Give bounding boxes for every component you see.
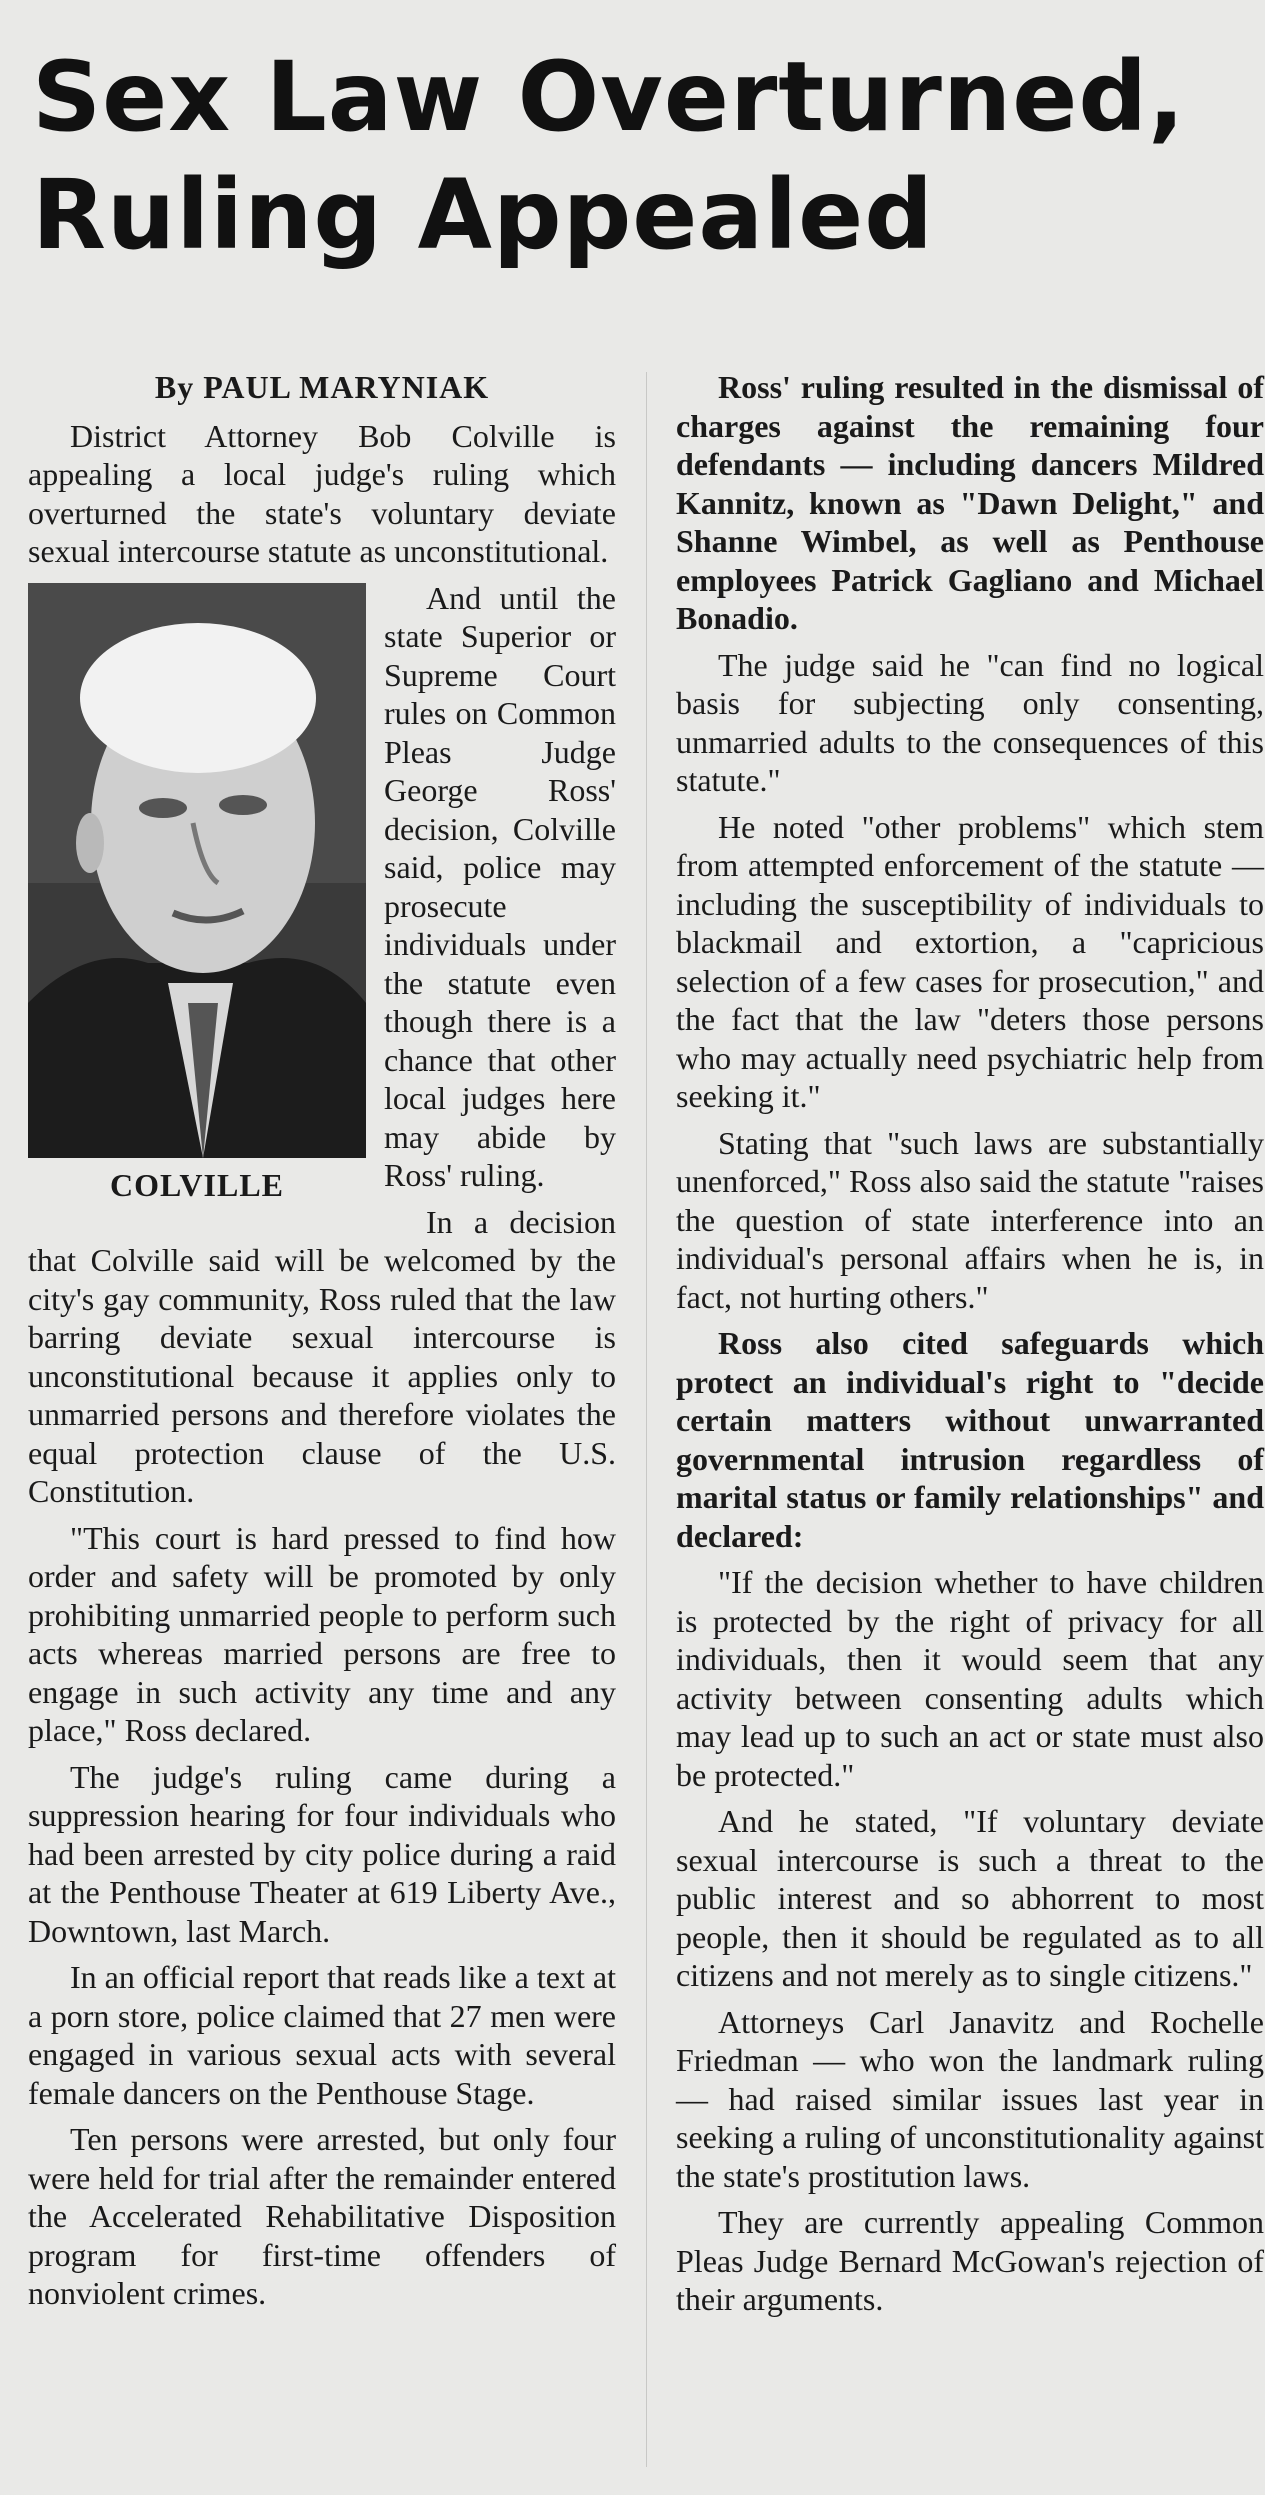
- portrait-illustration: [28, 583, 366, 1158]
- paragraph: Stating that "such laws are substantially unenforced," Ross also said the statute "raises the question of state interference into an individual's personal affairs when he is, in fact, not hurting others.": [676, 1124, 1264, 1315]
- paragraph: He noted "other problems" which stem from attempted enforcement of the statute — including the susceptibility of individuals to blackmail and extortion, a "capricious selection of a few cases for prosecution," and the fact that the law "deters those persons who may actually need psychiatric help from seeking it.": [676, 808, 1264, 1114]
- column-divider: [646, 372, 647, 2467]
- paragraph-bold: Ross' ruling resulted in the dismissal of charges against the remaining four defendants — including dancers Mildred Kannitz, known as "Dawn Delight," and Shanne Wimbel, as well as Penthouse employees Patrick Gagliano and Michael Bonadio.: [676, 369, 1264, 636]
- photo-block: [28, 583, 366, 1205]
- paragraph: "This court is hard pressed to find how order and safety will be promoted by only prohibiting unmarried people to perform such acts whereas married persons are free to engage in such activity any time and any place," Ross declared.: [28, 1519, 616, 1748]
- paragraph: The judge's ruling came during a suppression hearing for four individuals who had been arrested by city police during a raid at the Penthouse Theater at 619 Liberty Ave., Downtown, last March.: [28, 1758, 616, 1949]
- headline: [32, 38, 1242, 274]
- headline-line-2: Ruling Appealed: [32, 159, 934, 271]
- paragraph: And he stated, "If voluntary deviate sexual intercourse is such a threat to the public interest and so abhorrent to most people, then it should be regulated as to all citizens and not merely as to single citizens.": [676, 1803, 1264, 1993]
- paragraph: In an official report that reads like a text at a porn store, police claimed that 27 men were engaged in various sexual acts with several female dancers on the Penthouse Stage.: [28, 1959, 616, 2111]
- paragraph: In a decision that Colville said will be welcomed by the city's gay community, Ross ruled that the law barring deviate sexual intercourse is unconstitutional because it applies only to unmarried persons and therefore violates the equal protection clause of the U.S. Constitution.: [28, 1203, 616, 1509]
- paragraph: And until the state Superior or Supreme Court rules on Common Pleas Judge George Ross' decision, Colville said, police may prosecute individuals under the statute even though there is a chance that other local judges here may abide by Ross' ruling.: [384, 579, 616, 1193]
- paragraph: Ten persons were arrested, but only four were held for trial after the remainder entered the Accelerated Rehabilitative Disposition program for first-time offenders of nonviolent crimes.: [28, 2121, 616, 2311]
- photo-caption: COLVILLE: [110, 1166, 284, 1203]
- headline-line-1: Sex Law Overturned,: [32, 41, 1186, 153]
- paragraph: Attorneys Carl Janavitz and Rochelle Friedman — who won the landmark ruling — had raised similar issues last year in seeking a ruling of unconstitutionality against the state's prostitution laws.: [676, 2003, 1264, 2194]
- left-column: [28, 368, 616, 2321]
- portrait-photo: [28, 583, 366, 1158]
- paragraph-bold: Ross also cited safeguards which protect an individual's right to "decide certain matters without unwarranted governmental intrusion regardless of marital status or family relationships" and declared:: [676, 1325, 1264, 1554]
- paragraph: "If the decision whether to have children is protected by the right of privacy for all individuals, then it would seem that any activity between consenting adults which may lead up to such an act or state must also be protected.": [676, 1564, 1264, 1793]
- right-column: [676, 368, 1264, 2327]
- intro-paragraph: District Attorney Bob Colville is appealing a local judge's ruling which overturned the state's voluntary deviate sexual intercourse statute as unconstitutional.: [28, 417, 616, 569]
- byline: By PAUL MARYNIAK: [154, 369, 490, 405]
- paragraph: They are currently appealing Common Pleas Judge Bernard McGowan's rejection of their arguments.: [676, 2204, 1264, 2317]
- paragraph: The judge said he "can find no logical basis for subjecting only consenting, unmarried adults to the consequences of this statute.": [676, 646, 1264, 798]
